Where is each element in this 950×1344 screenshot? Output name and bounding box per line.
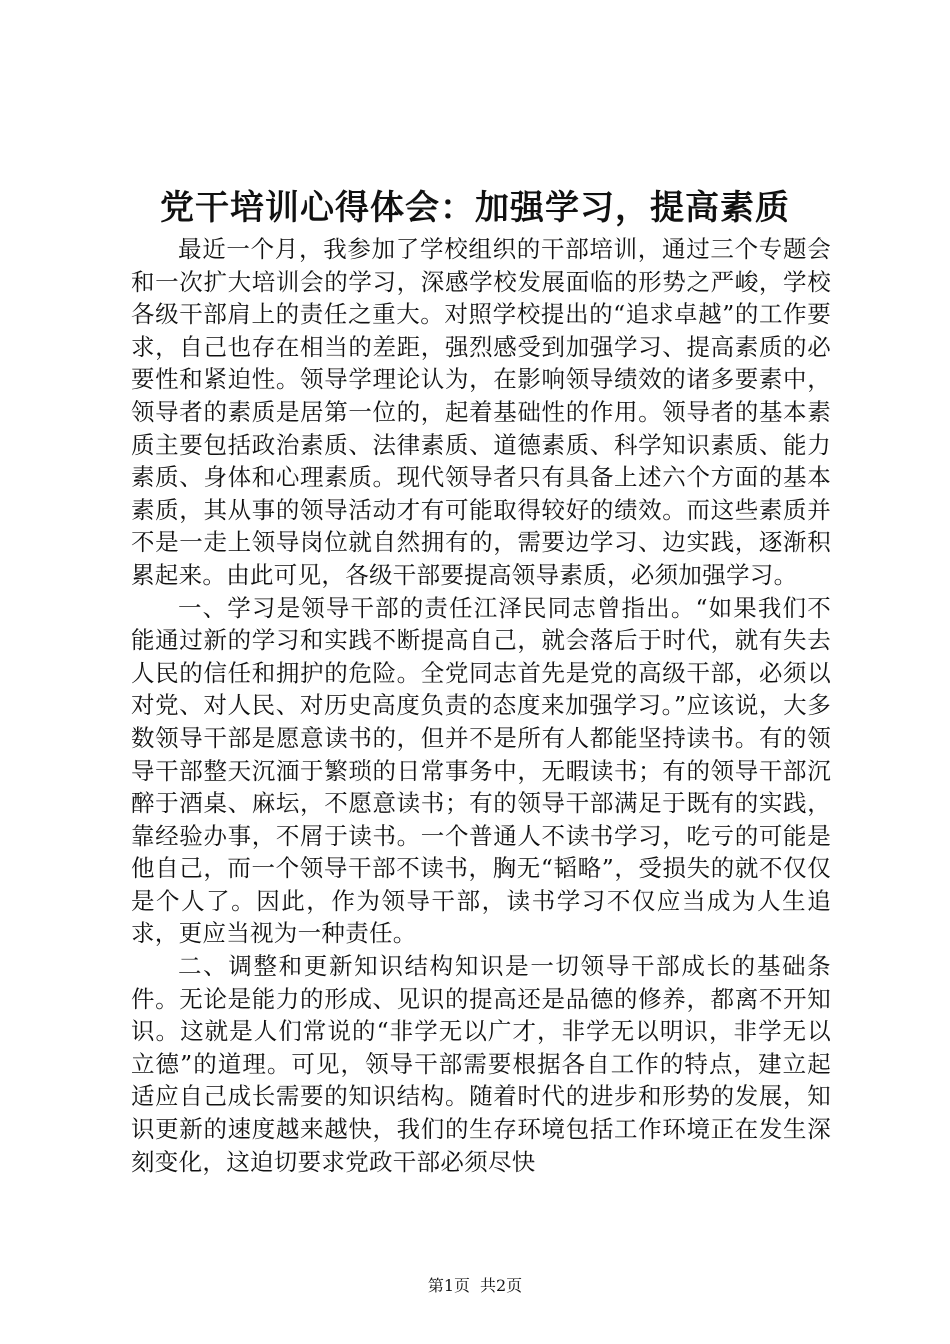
document-title: 党干培训心得体会：加强学习，提高素质 bbox=[160, 188, 790, 228]
page-total: 共2页 bbox=[480, 1276, 523, 1295]
paragraph-intro: 最近一个月，我参加了学校组织的干部培训，通过三个专题会和一次扩大培训会的学习，深感学校发展面临的形势之严峻，学校各级干部肩上的责任之重大。对照学校提出的“追求卓越”的工作要求，自己也存在相当的差距，强烈感受到加强学习、提高素质的必要性和紧迫性。领导学理论认为，在影响领导绩效的诸多要素中，领导者的素质是居第一位的，起着基础性的作用。领导者的基本素质主要包括政治素质、法律素质、道德素质、科学知识素质、能力素质、身体和心理素质。现代领导者只有具备上述六个方面的基本素质，其从事的领导活动才有可能取得较好的绩效。而这些素质并不是一走上领导岗位就自然拥有的，需要边学习、边实践，逐渐积累起来。由此可见，各级干部要提高领导素质，必须加强学习。 bbox=[131, 235, 831, 589]
document-body bbox=[131, 233, 831, 1178]
paragraph-section-1: 一、学习是领导干部的责任江泽民同志曾指出。“如果我们不能通过新的学习和实践不断提高自己，就会落后于时代，就有失去人民的信任和拥护的危险。全党同志首先是党的高级干部，必须以对党、对人民、对历史高度负责的态度来加强学习。”应该说，大多数领导干部是愿意读书的，但并不是所有人都能坚持读书。有的领导干部整天沉湎于繁琐的日常事务中，无暇读书；有的领导干部沉醉于酒桌、麻坛，不愿意读书；有的领导干部满足于既有的实践，靠经验办事，不屑于读书。一个普通人不读书学习，吃亏的可能是他自己，而一个领导干部不读书，胸无“韬略”，受损失的就不仅仅是个人了。因此，作为领导干部，读书学习不仅应当成为人生追求，更应当视为一种责任。 bbox=[131, 593, 831, 948]
page-number: 第1页 bbox=[427, 1276, 470, 1295]
page-footer bbox=[0, 1275, 950, 1297]
paragraph-section-2: 二、调整和更新知识结构知识是一切领导干部成长的基础条件。无论是能力的形成、见识的提高还是品德的修养，都离不开知识。这就是人们常说的“非学无以广才，非学无以明识，非学无以立德”的道理。可见，领导干部需要根据各自工作的特点，建立起适应自己成长需要的知识结构。随着时代的进步和形势的发展，知识更新的速度越来越快，我们的生存环境包括工作环境正在发生深刻变化，这迫切要求党政干部必须尽快 bbox=[131, 952, 831, 1176]
